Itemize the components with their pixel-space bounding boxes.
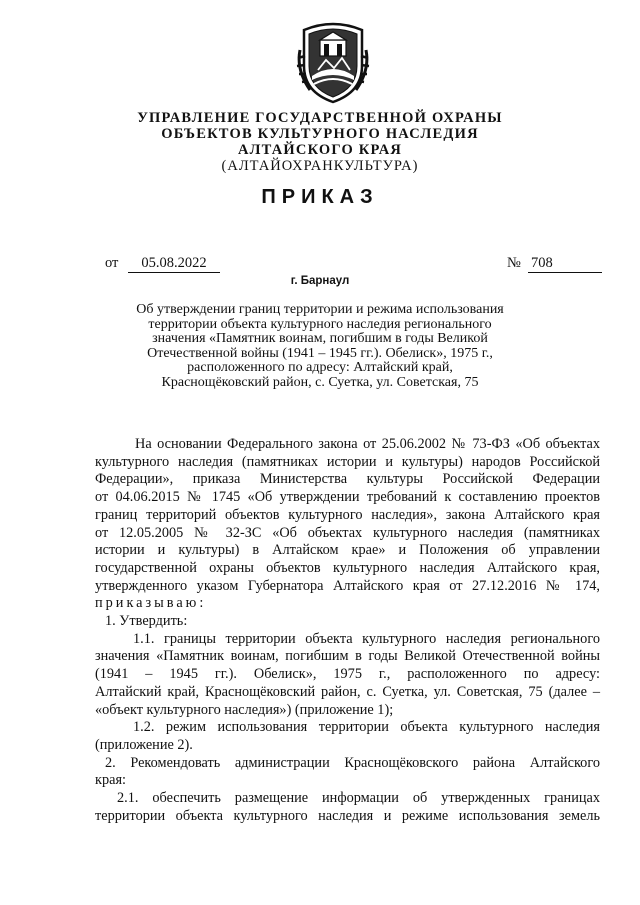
body-line: (приложение 2). (95, 736, 193, 753)
body-line: На основании Федерального закона от 25.06.2002 № 73-ФЗ «Об объектах (135, 436, 600, 452)
subject-line: Об утверждении границ территории и режима использования (136, 302, 504, 317)
item-1-2-line: 1.2. режим использования территории объекта культурного наследия (133, 719, 600, 736)
city-name: г. Барнаул (290, 275, 350, 287)
item-1-1-line: 1.1. границы территории объекта культурного наследия регионального (133, 630, 600, 647)
body-line: границ территорий объектов культурного наследия», закона Алтайского края (95, 506, 600, 523)
subject-line: Краснощёковский район, с. Суетка, ул. Советская, 75 (161, 374, 479, 390)
subject-line: Отечественной войны (1941 – 1945 гг.). Обелиск», 1975 г., (147, 345, 493, 361)
body-line: Алтайский край, Краснощёковский район, с. Суетка, ул. Советская, 75 (далее – (95, 683, 600, 700)
item-2-1-line: 2.1. обеспечить размещение информации об утвержденных границах (117, 790, 600, 807)
coat-of-arms-emblem (296, 20, 370, 104)
org-name-line-1: УПРАВЛЕНИЕ ГОСУДАРСТВЕННОЙ ОХРАНЫ (137, 110, 503, 126)
body-line: от 12.05.2005 № 32-ЗС «Об объектах культурного наследия (памятниках (95, 524, 600, 541)
subject-line: территории объекта культурного наследия регионального (148, 316, 492, 332)
document-type-title: ПРИКАЗ (261, 186, 379, 208)
body-line: Федерации», приказа Министерства культуры Российской Федерации (95, 471, 600, 488)
document-subject (110, 303, 530, 390)
document-number: 708 (528, 255, 602, 273)
item-1-line: 1. Утвердить: (105, 613, 188, 630)
document-body (95, 436, 600, 825)
document-date: 05.08.2022 (128, 255, 220, 273)
org-short-name: (АЛТАЙОХРАНКУЛЬТУРА) (221, 158, 419, 174)
body-line: (1941 – 1945 гг.). Обелиск», 1975 г., расположенного по адресу: (95, 666, 600, 683)
body-line: от 04.06.2015 № 1745 «Об утверждении требований к составлению проектов (95, 489, 600, 506)
body-line-order-word: приказываю: (95, 595, 207, 612)
body-line: государственной охраны объектов культурного наследия Алтайского края, (95, 559, 600, 576)
body-line: края: (95, 772, 126, 789)
body-line: «объект культурного наследия») (приложение 1); (95, 701, 394, 718)
body-line: территории объекта культурного наследия и режиме использования земель (95, 807, 600, 824)
number-sign: № (507, 255, 521, 271)
item-2-line: 2. Рекомендовать администрации Краснощёковского района Алтайского (105, 754, 600, 771)
body-line: утвержденного указом Губернатора Алтайского края от 27.12.2016 № 174, (95, 577, 600, 594)
subject-line: расположенного по адресу: Алтайский край, (187, 360, 453, 375)
body-line: значения «Памятник воинам, погибшим в годы Великой Отечественной войны (95, 648, 600, 665)
body-line: культурного наследия (памятниках истории и культуры) народов Российской (95, 453, 600, 470)
body-line: истории и культуры) в Алтайском крае» и Положения об управлении (95, 542, 600, 559)
subject-line: значения «Памятник воинам, погибшим в годы Великой (152, 331, 488, 346)
date-prefix: от (105, 255, 119, 271)
org-name-line-3: АЛТАЙСКОГО КРАЯ (237, 142, 403, 158)
org-name-line-2: ОБЪЕКТОВ КУЛЬТУРНОГО НАСЛЕДИЯ (161, 126, 479, 142)
